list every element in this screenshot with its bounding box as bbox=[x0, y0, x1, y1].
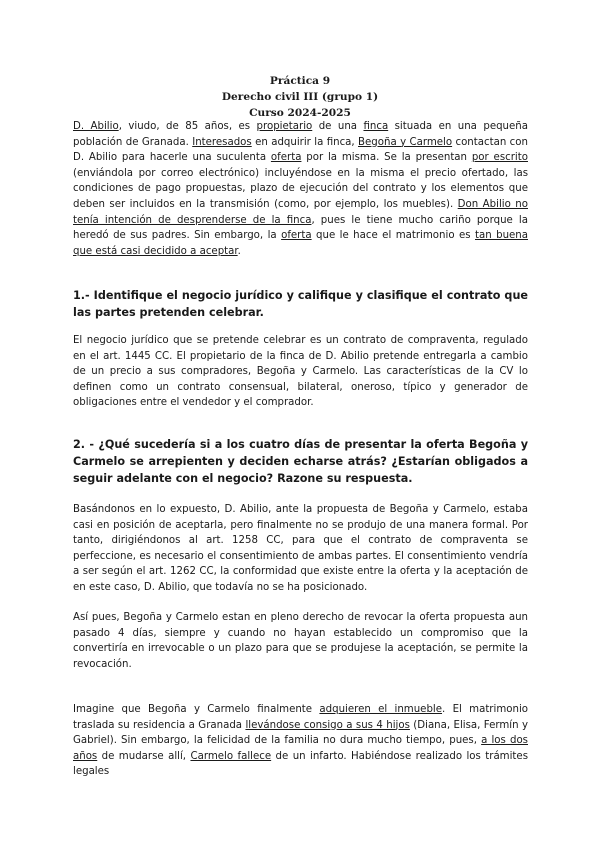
text-run: por la misma. Se la presentan bbox=[301, 152, 472, 164]
question-1: 1.- Identifique el negocio jurídico y califique y clasifique el contrato que las partes pretenden celebrar. bbox=[73, 289, 528, 319]
underlined-phrase: adquieren el inmueble bbox=[319, 704, 443, 715]
underlined-phrase: propietario bbox=[256, 121, 313, 132]
document-header bbox=[0, 73, 600, 121]
text-run: de mudarse allí, bbox=[97, 750, 191, 762]
text-run: situada en una pequeña población de Granada. bbox=[73, 121, 528, 148]
text-run: . El matrimonio traslada su residencia a Granada bbox=[73, 704, 529, 731]
practice-title: Práctica 9 bbox=[269, 75, 331, 87]
text-run: Imagine que Begoña y Carmelo finalmente bbox=[73, 704, 320, 715]
underlined-phrase: D. Abilio bbox=[73, 121, 119, 132]
text-run: . bbox=[237, 245, 241, 257]
course-year: Curso 2024-2025 bbox=[249, 107, 351, 119]
case-statement bbox=[73, 119, 528, 259]
question-2: 2. - ¿Qué sucedería si a los cuatro días de presentar la oferta Begoña y Carmelo se arrepienten y deciden echarse atrás? ¿Estarían obligados a seguir adelante con el negocio? Razone su respuesta. bbox=[73, 438, 528, 485]
underlined-phrase: Don Abilio no tenía intención de desprenderse de la finca bbox=[73, 198, 528, 226]
text-run: de un infarto. Habiéndose realizado los trámites legales bbox=[73, 750, 529, 778]
text-run: de una bbox=[312, 121, 364, 132]
underlined-phrase: tan buena que está casi decidido a aceptar bbox=[73, 230, 529, 257]
underlined-phrase: oferta bbox=[281, 230, 312, 242]
text-run: que le hace el matrimonio es bbox=[311, 230, 475, 242]
answer-2-paragraph-2: Así pues, Begoña y Carmelo estan en pleno derecho de revocar la oferta propuesta aun pasado 4 días, siempre y cuando no hayan establecido un compromiso que la convertiría en irrevocable o un plazo para que se produjese la aceptación, se permite la revocación. bbox=[73, 612, 528, 670]
answer-2-paragraph-1: Basándonos en lo expuesto, D. Abilio, ante la propuesta de Begoña y Carmelo, estaba casi en posición de aceptarla, pero finalmente no se produjo de una manera formal. Por tanto, dirigiéndonos al art. 1258 CC, para que el contrato de compraventa se perfeccione, es necesario el consentimiento de ambas partes. El consentimiento vendría a ser según el art. 1262 CC, la conformidad que existe entre la oferta y la aceptación de en este caso, D. Abilio, que todavía no se ha posicionado. bbox=[73, 504, 528, 593]
text-run: , pues le tiene mucho cariño porque la heredó de sus padres. Sin embargo, la bbox=[73, 214, 528, 242]
underlined-phrase: por escrito bbox=[471, 152, 528, 164]
text-run: en adquirir la finca, bbox=[251, 136, 359, 148]
underlined-phrase: finca bbox=[363, 121, 389, 132]
text-run: (enviándola por correo electrónico) incluyéndose en la misma el precio ofertado, las condiciones de pago propuestas, plazo de ejecución del contrato y los elementos que deben ser incluidos en la transmisión (como, por ejemplo, los muebles). bbox=[73, 167, 528, 210]
underlined-phrase: oferta bbox=[270, 152, 302, 164]
text-run: contactan con D. Abilio para hacerle una suculenta bbox=[73, 136, 528, 164]
text-run: (Diana, Elisa, Fermín y Gabriel). Sin embargo, la felicidad de la familia no dura mucho tiempo, pues, bbox=[73, 719, 528, 747]
underlined-phrase: Carmelo fallece bbox=[190, 750, 272, 762]
answer-1: El negocio jurídico que se pretende celebrar es un contrato de compraventa, regulado en el art. 1445 CC. El propietario de la finca de D. Abilio pretende entregarla a cambio de un precio a sus compradores, Begoña y Carmelo. Las características de la CV lo definen como un contrato consensual, bilateral, oneroso, típico y generador de obligaciones entre el vendedor y el comprador. bbox=[73, 335, 528, 409]
underlined-phrase: a los dos años bbox=[73, 735, 528, 762]
course-subject: Derecho civil III (grupo 1) bbox=[221, 91, 379, 103]
underlined-phrase: Interesados bbox=[192, 136, 252, 148]
case-continuation bbox=[73, 702, 528, 780]
underlined-phrase: llevándose consigo a sus 4 hijos bbox=[245, 719, 410, 731]
underlined-phrase: Begoña y Carmelo bbox=[358, 136, 453, 148]
text-run: , viudo, de 85 años, es bbox=[118, 121, 257, 132]
